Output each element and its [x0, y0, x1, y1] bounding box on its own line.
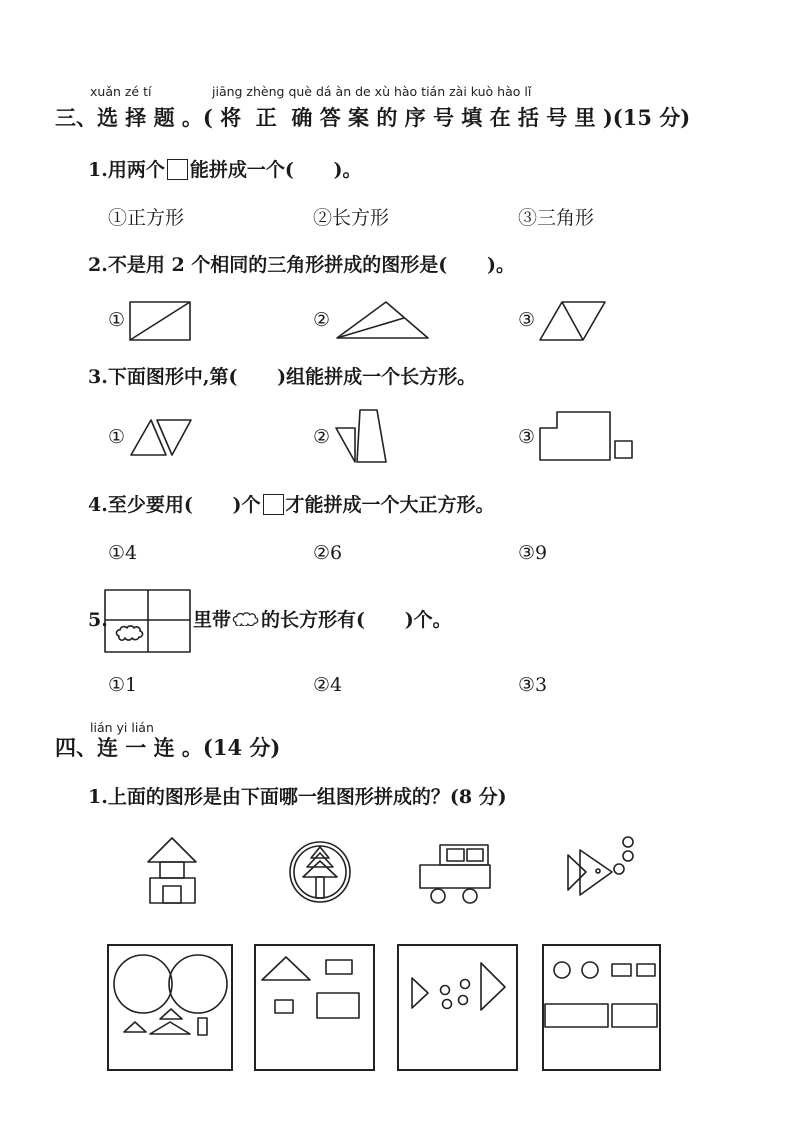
question-4-option-3: ③9 — [518, 542, 548, 564]
question-4 — [88, 492, 495, 518]
question-5 — [193, 607, 452, 633]
square-icon — [167, 159, 188, 180]
q2-option-2-figure — [337, 302, 428, 338]
q5-grid-figure — [105, 590, 190, 652]
question-3-option-2: ② — [313, 426, 331, 448]
cloud-icon — [232, 612, 260, 626]
square-icon — [263, 494, 284, 515]
shape-group-box-3 — [398, 945, 517, 1070]
question-2-option-1: ① — [108, 309, 126, 331]
question-5-number: 5. — [88, 609, 108, 631]
question-number: 3. — [88, 366, 108, 388]
question-4-option-1: ①4 — [108, 542, 138, 564]
question-text: 能拼成一个( )。 — [189, 159, 362, 181]
question-1-option-2: ②长方形 — [313, 207, 390, 229]
question-text: 不是用 2 个相同的三角形拼成的图形是( )。 — [107, 254, 515, 276]
question-text: 用两个 — [107, 159, 165, 181]
question-text: 的长方形有( )个。 — [261, 609, 452, 631]
shape-group-box-1 — [108, 945, 232, 1070]
question-1 — [88, 157, 362, 183]
question-5-option-2: ②4 — [313, 674, 343, 696]
question-1-option-1: ①正方形 — [108, 207, 185, 229]
question-number: 4. — [88, 494, 108, 516]
question-3-option-1: ① — [108, 426, 126, 448]
tree-in-circle-picture — [290, 842, 350, 902]
section-3-heading: 三、选 择 题 。( 将 正 确 答 案 的 序 号 填 在 括 号 里 )(15 分) — [55, 105, 691, 130]
pinyin-section-4-title: lián yi lián — [90, 720, 154, 735]
question-text: 下面图形中,第( )组能拼成一个长方形。 — [107, 366, 477, 388]
question-5-option-3: ③3 — [518, 674, 548, 696]
shape-group-box-2 — [255, 945, 374, 1070]
question-5-option-1: ①1 — [108, 674, 138, 696]
question-number: 2. — [88, 254, 108, 276]
question-number: 1. — [88, 786, 108, 808]
house-picture — [148, 838, 196, 903]
question-2-option-3: ③ — [518, 309, 536, 331]
section-4-question-1 — [88, 784, 507, 810]
question-2 — [88, 252, 515, 278]
question-1-option-3: ③三角形 — [518, 207, 595, 229]
q3-option-3-figure — [540, 412, 632, 460]
q3-option-2-figure — [336, 410, 386, 462]
section-4-heading: 四、连 一 连 。(14 分) — [55, 735, 281, 760]
question-text: 才能拼成一个大正方形。 — [285, 494, 495, 516]
question-3 — [88, 364, 476, 390]
truck-picture — [420, 845, 490, 903]
q2-option-3-figure — [540, 302, 605, 340]
question-3-option-3: ③ — [518, 426, 536, 448]
cloud-icon — [116, 626, 142, 640]
shape-group-box-4 — [543, 945, 660, 1070]
pinyin-section-3-instruction: jiāng zhèng què dá àn de xù hào tián zài kuò hào lǐ — [212, 84, 532, 99]
question-text: 至少要用( )个 — [107, 494, 261, 516]
q3-option-1-figure — [131, 420, 191, 455]
q2-option-1-figure — [130, 302, 190, 340]
question-2-option-2: ② — [313, 309, 331, 331]
fish-picture — [568, 837, 633, 895]
question-text: 里带 — [193, 609, 232, 631]
question-text: 上面的图形是由下面哪一组图形拼成的？(8 分) — [107, 786, 507, 808]
question-4-option-2: ②6 — [313, 542, 343, 564]
question-number: 1. — [88, 159, 108, 181]
pinyin-section-3-title: xuǎn zé tí — [90, 84, 152, 99]
